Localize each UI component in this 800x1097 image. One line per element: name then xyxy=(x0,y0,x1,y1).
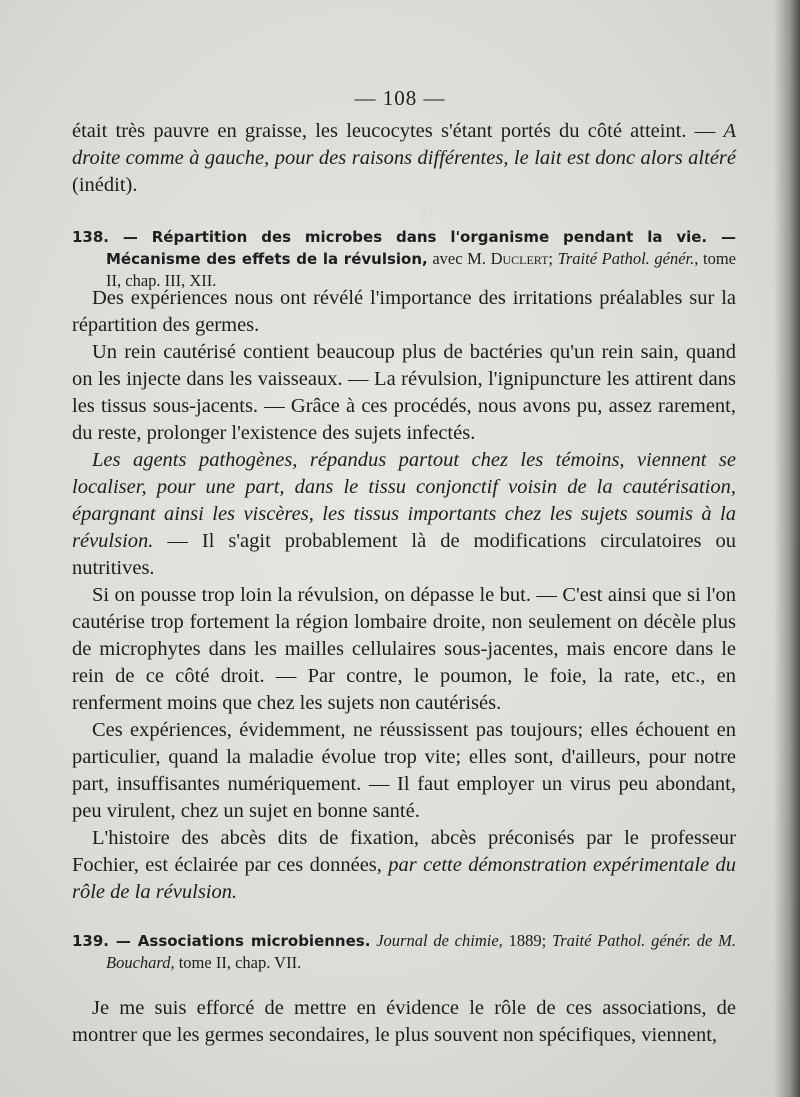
paragraph xyxy=(72,825,736,906)
paragraph-text: Je me suis efforcé de mettre en évidence le rôle de ces associations, de montrer que les germes secondaires, le plus souvent non spécifiques, viennent, xyxy=(72,997,736,1046)
paragraph xyxy=(72,717,736,825)
intro-text-end: (inédit). xyxy=(72,174,138,196)
paragraph xyxy=(72,582,736,717)
paragraph-italic: Les agents pathogènes, répandus partout chez les témoins, viennent se localiser, pour une part, dans le tissu conjonctif voisin de la cautérisation, épargnant ainsi les viscères, les tissus importants chez les sujets soumis à la révulsion. xyxy=(72,449,736,552)
ref-number: 139. xyxy=(72,932,110,950)
ref-rest: , tome II, chap. III, XII. xyxy=(106,249,736,290)
section-139-body xyxy=(72,995,736,1049)
paragraph xyxy=(72,285,736,339)
ref-author: Duclert xyxy=(490,249,549,268)
intro-paragraph xyxy=(72,118,736,199)
section-138-body xyxy=(72,285,736,906)
paragraph-text: — Il s'agit probablement là de modifications circulatoires ou nutritives. xyxy=(72,530,736,579)
ref-journal: Journal de chimie, xyxy=(370,931,503,950)
ref-work: Traité Pathol. génér. xyxy=(557,249,695,268)
paragraph-text: Si on pousse trop loin la révulsion, on dépasse le but. — C'est ainsi que si l'on cautérise trop fortement la région lombaire droite, non seulement on décèle plus de microphytes dans les mailles cellulaires sous-jacentes, mais encore dans le rein de ce côté droit. — Par contre, le poumon, le foie, la rate, etc., en renferment moins que chez les sujets non cautérisés. xyxy=(72,584,736,714)
ref-year: 1889; xyxy=(502,931,552,950)
reference-139 xyxy=(72,930,736,974)
ref-title: — Associations microbiennes. xyxy=(109,932,371,950)
paragraph-text: Des expériences nous ont révélé l'importance des irritations préalables sur la répartition des germes. xyxy=(72,287,736,336)
ref-work: Traité Pathol. génér. de M. Bouchard, xyxy=(106,931,736,972)
page-edge-shadow xyxy=(774,0,800,1097)
intro-italic: A droite comme à gauche, pour des raisons différentes, le lait est donc alors altéré xyxy=(72,120,736,169)
ref-sep: ; xyxy=(548,249,558,268)
intro-text: était très pauvre en graisse, les leucocytes s'étant portés du côté atteint. — xyxy=(72,120,724,142)
ref-title: — Répartition des microbes dans l'organisme pendant la vie. — Mécanisme des effets de la révulsion, xyxy=(106,228,736,268)
paragraph-text: L'histoire des abcès dits de fixation, abcès préconisés par le professeur Fochier, est éclairée par ces données, xyxy=(72,827,736,876)
ref-number: 138. xyxy=(72,228,110,246)
page-number: — 108 — xyxy=(354,86,446,110)
paragraph-italic: par cette démonstration expérimentale du rôle de la révulsion. xyxy=(72,854,737,903)
paragraph xyxy=(72,995,736,1049)
bleed-through-mark: ░ xyxy=(420,208,433,227)
ref-with: avec M. xyxy=(427,249,491,268)
paragraph xyxy=(72,339,736,447)
paragraph xyxy=(72,447,736,582)
ref-rest: tome II, chap. VII. xyxy=(174,953,302,972)
reference-138 xyxy=(72,226,736,292)
paragraph-text: Ces expériences, évidemment, ne réussissent pas toujours; elles échouent en particulier, quand la maladie évolue trop vite; elles sont, d'ailleurs, pour notre part, insuffisantes numériquement. — Il faut employer un virus peu abondant, peu virulent, chez un sujet en bonne santé. xyxy=(72,719,736,822)
paragraph-text: Un rein cautérisé contient beaucoup plus de bactéries qu'un rein sain, quand on les injecte dans les vaisseaux. — La révulsion, l'ignipuncture les attirent dans les tissus sous-jacents. — Grâce à ces procédés, nous avons pu, assez rarement, du reste, prolonger l'existence des sujets infectés. xyxy=(72,341,736,444)
